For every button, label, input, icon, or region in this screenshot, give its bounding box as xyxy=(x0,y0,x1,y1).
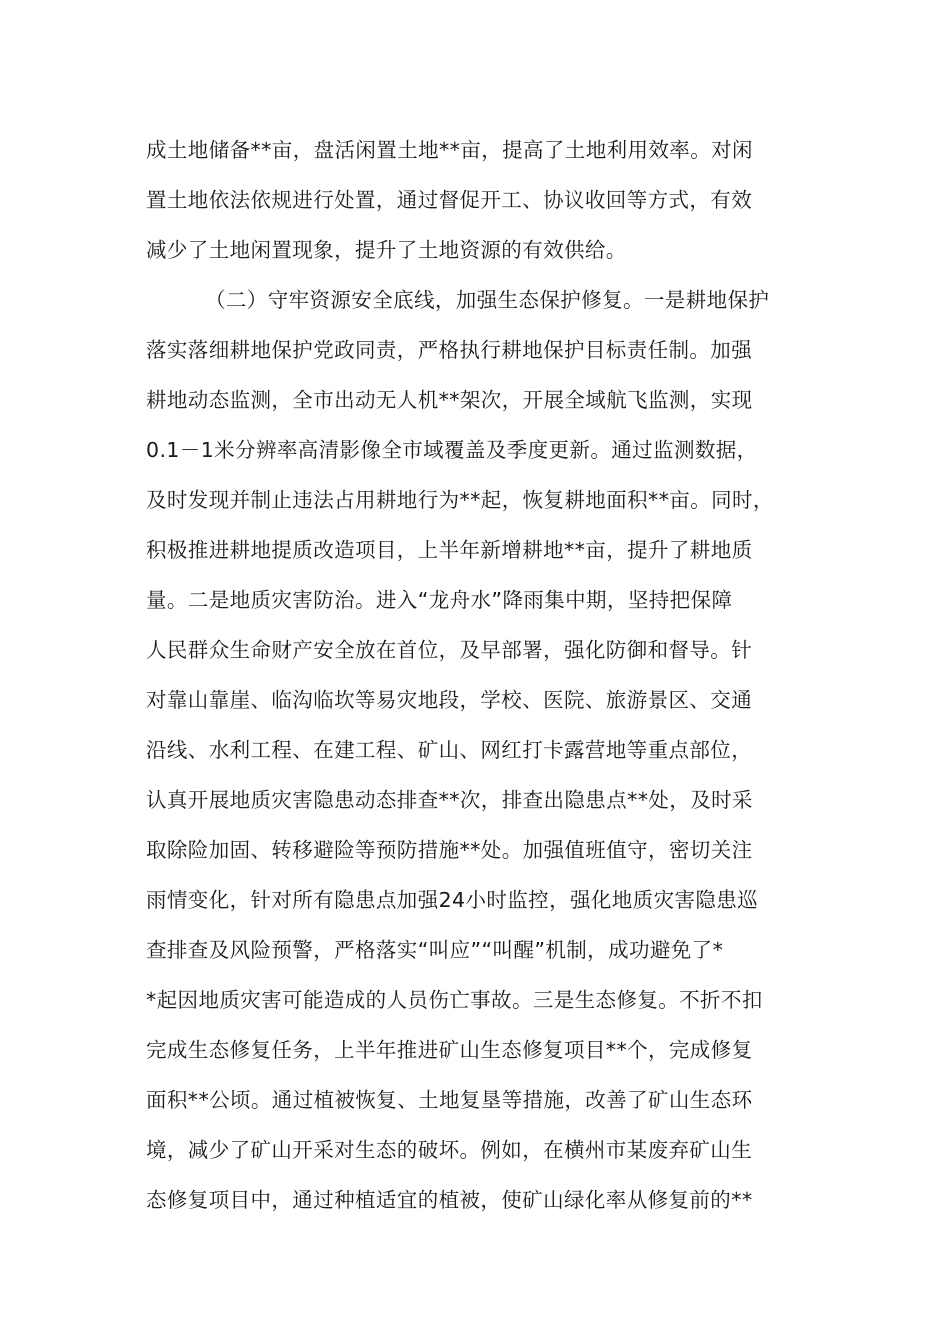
paragraph-line: 及时发现并制止违法占用耕地行为**起，恢复耕地面积**亩。同时， xyxy=(146,488,774,512)
paragraph-line: 减少了土地闲置现象，提升了土地资源的有效供给。 xyxy=(146,238,627,262)
paragraph-line: 雨情变化，针对所有隐患点加强24小时监控，强化地质灾害隐患巡 xyxy=(146,888,759,912)
paragraph-line: 人民群众生命财产安全放在首位，及早部署，强化防御和督导。针 xyxy=(146,638,753,662)
paragraph-line: 落实落细耕地保护党政同责，严格执行耕地保护目标责任制。加强 xyxy=(146,338,753,362)
paragraph-line: 态修复项目中，通过种植适宜的植被，使矿山绿化率从修复前的** xyxy=(146,1188,753,1212)
paragraph-line: 取除险加固、转移避险等预防措施**处。加强值班值守，密切关注 xyxy=(146,838,753,862)
paragraph-line: 0.1－1米分辨率高清影像全市域覆盖及季度更新。通过监测数据， xyxy=(146,438,758,462)
paragraph-line: 耕地动态监测，全市出动无人机**架次，开展全域航飞监测，实现 xyxy=(146,388,753,412)
paragraph-line: *起因地质灾害可能造成的人员伤亡事故。三是生态修复。不折不扣 xyxy=(146,988,763,1012)
paragraph-line: 成土地储备**亩，盘活闲置土地**亩，提高了土地利用效率。对闲 xyxy=(146,138,753,162)
paragraph-line: 置土地依法依规进行处置，通过督促开工、协议收回等方式，有效 xyxy=(146,188,753,212)
paragraph-line: 积极推进耕地提质改造项目，上半年新增耕地**亩，提升了耕地质 xyxy=(146,538,753,562)
paragraph-line: 完成生态修复任务，上半年推进矿山生态修复项目**个，完成修复 xyxy=(146,1038,753,1062)
paragraph-line: 量。二是地质灾害防治。进入“龙舟水”降雨集中期，坚持把保障 xyxy=(146,588,733,612)
paragraph-line: 面积**公顷。通过植被恢复、土地复垦等措施，改善了矿山生态环 xyxy=(146,1088,753,1112)
paragraph-line: 对靠山靠崖、临沟临坎等易灾地段，学校、医院、旅游景区、交通 xyxy=(146,688,753,712)
paragraph-line: 认真开展地质灾害隐患动态排查**次，排查出隐患点**处，及时采 xyxy=(146,788,753,812)
paragraph-line: 沿线、水利工程、在建工程、矿山、网红打卡露营地等重点部位， xyxy=(146,738,753,762)
section-heading-line: （二）守牢资源安全底线，加强生态保护修复。一是耕地保护 xyxy=(205,288,770,312)
paragraph-line: 境，减少了矿山开采对生态的破坏。例如，在横州市某废弃矿山生 xyxy=(146,1138,753,1162)
paragraph-line: 查排查及风险预警，严格落实“叫应”“叫醒”机制，成功避免了* xyxy=(146,938,724,962)
